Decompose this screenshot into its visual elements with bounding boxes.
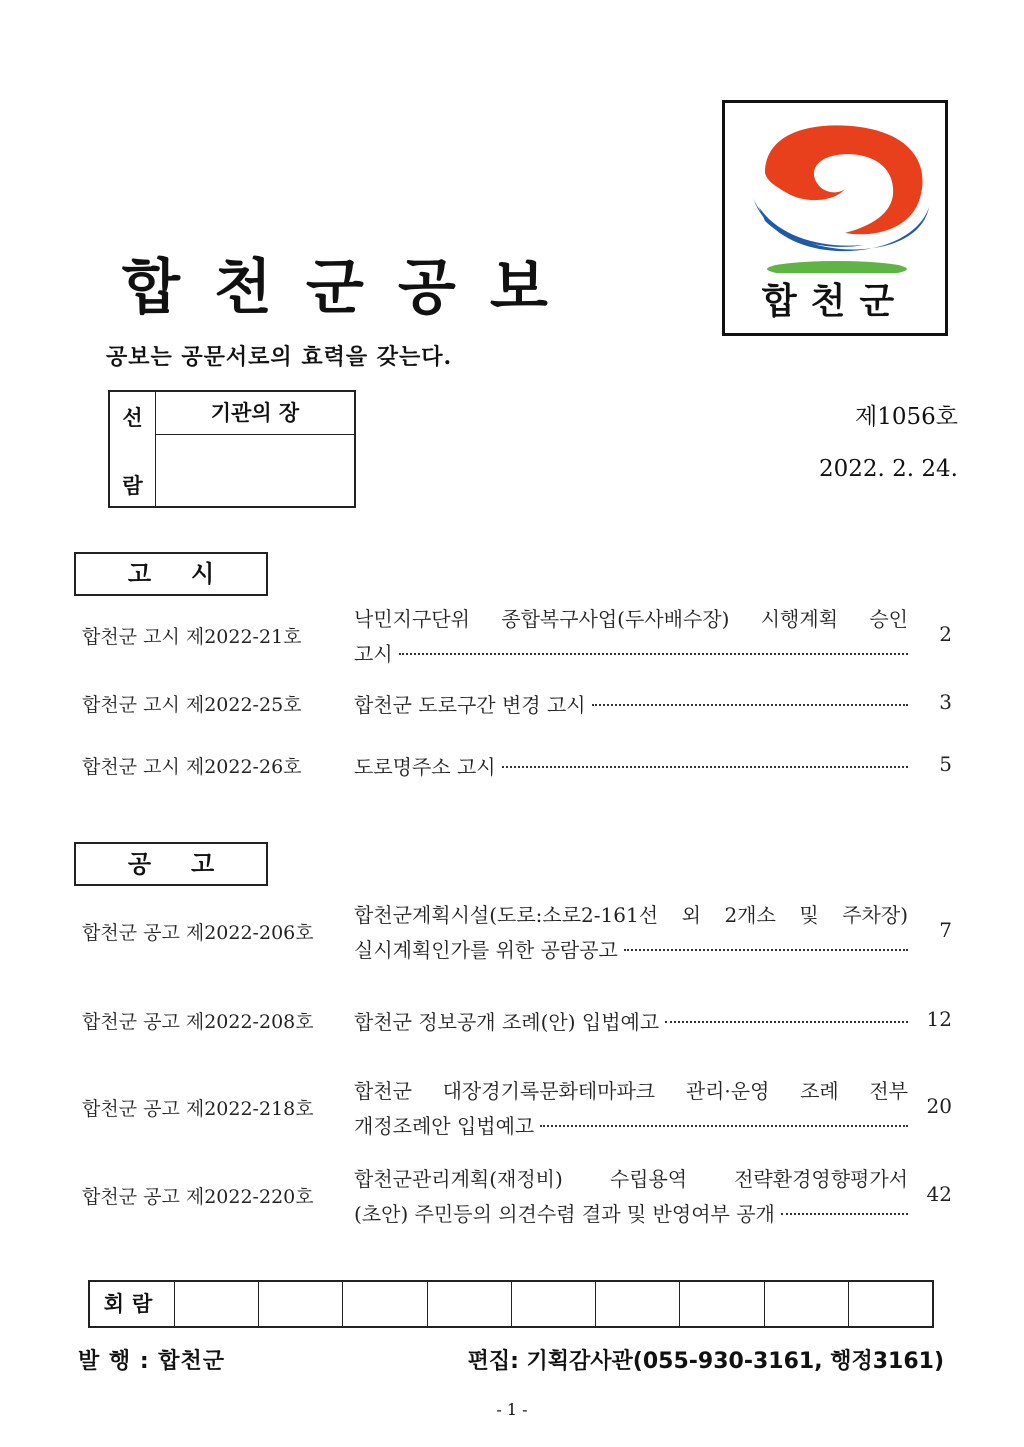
toc-title: 합천군 도로구간 변경 고시 (354, 688, 908, 723)
toc-page: 7 (939, 918, 952, 942)
circulation-table (88, 1280, 934, 1328)
review-side-bottom: 람 (122, 474, 143, 498)
toc-row[interactable] (82, 1162, 952, 1232)
toc-ref: 합천군 공고 제2022-206호 (82, 922, 314, 944)
section-header-announcements: 공고 (74, 842, 268, 886)
toc-ref: 합천군 공고 제2022-218호 (82, 1098, 314, 1120)
page-title: 합천군공보 (122, 253, 582, 323)
toc-title: 도로명주소 고시 (354, 750, 908, 785)
toc-ref: 합천군 고시 제2022-25호 (82, 694, 302, 716)
review-table (108, 390, 356, 508)
publisher: 발 행 : 합천군 (78, 1349, 226, 1374)
circulation-label: 회람 (103, 1292, 161, 1316)
circulation-cell (595, 1282, 679, 1326)
circulation-cell (511, 1282, 595, 1326)
toc-title: 합천군 대장경기록문화테마파크 관리·운영 조례 전부 개정조례안 입법예고 (354, 1079, 908, 1138)
toc-row[interactable] (82, 1005, 952, 1040)
toc-page: 12 (926, 1007, 952, 1031)
issue-date: 2022. 2. 24. (819, 456, 958, 482)
logo-emblem-icon (725, 103, 945, 273)
toc-title: 합천군 정보공개 조례(안) 입법예고 (354, 1005, 908, 1040)
review-side-top: 선 (122, 406, 143, 430)
page-subtitle: 공보는 공문서로의 효력을 갖는다. (106, 344, 453, 370)
logo-text: 합천군 (761, 281, 909, 322)
circulation-cell (764, 1282, 848, 1326)
toc-page: 42 (926, 1182, 952, 1206)
toc-title: 낙민지구단위 종합복구사업(두사배수장) 시행계획 승인 고시 (354, 607, 908, 666)
toc-row[interactable] (82, 750, 952, 785)
toc-row[interactable] (82, 898, 952, 968)
toc-title: 합천군관리계획(재정비) 수립용역 전략환경영향평가서 (초안) 주민등의 의견수렴 결과 및 반영여부 공개 (354, 1167, 908, 1226)
section-header-notices: 고시 (74, 552, 268, 596)
toc-ref: 합천군 공고 제2022-220호 (82, 1186, 314, 1208)
page-number: - 1 - (496, 1400, 528, 1419)
toc-page: 2 (939, 622, 952, 646)
circulation-cell (342, 1282, 426, 1326)
review-header: 기관의 장 (156, 392, 354, 435)
circulation-cell (848, 1282, 932, 1326)
toc-row[interactable] (82, 602, 952, 672)
county-logo (722, 100, 948, 336)
toc-page: 5 (939, 752, 952, 776)
toc-page: 20 (926, 1094, 952, 1118)
toc-ref: 합천군 고시 제2022-21호 (82, 626, 302, 648)
circulation-cell (679, 1282, 763, 1326)
circulation-cell (174, 1282, 258, 1326)
issue-number: 제1056호 (855, 404, 958, 430)
toc-title: 합천군계획시설(도로:소로2-161선 외 2개소 및 주차장) 실시계획인가를 위한 공람공고 (354, 903, 908, 962)
editor-contact: 편집: 기획감사관(055-930-3161, 행정3161) (467, 1349, 944, 1374)
toc-row[interactable] (82, 688, 952, 723)
toc-ref: 합천군 공고 제2022-208호 (82, 1011, 314, 1033)
toc-row[interactable] (82, 1074, 952, 1144)
circulation-cell (258, 1282, 342, 1326)
circulation-cell (427, 1282, 511, 1326)
review-side-label (110, 392, 156, 506)
toc-page: 3 (939, 690, 952, 714)
toc-ref: 합천군 고시 제2022-26호 (82, 756, 302, 778)
